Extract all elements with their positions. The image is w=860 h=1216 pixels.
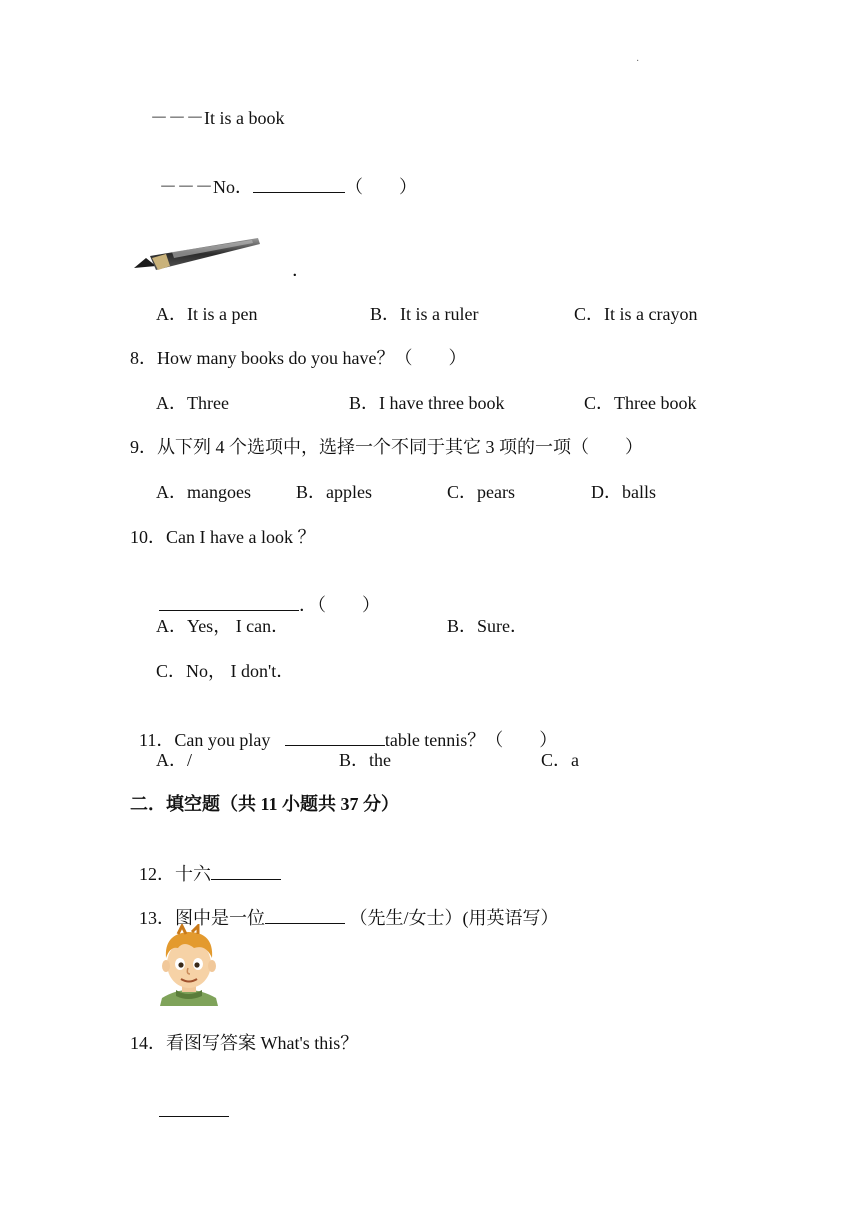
section2-heading: 二．填空题（共 11 小题共 37 分） [130,794,400,814]
q14-answer-line [150,1074,229,1123]
q8-option-a[interactable]: A．Three [156,393,229,413]
q11-option-a[interactable]: A．/ [156,750,192,770]
q8-option-b[interactable]: B．I have three book [349,393,505,413]
header-mark: · [636,56,640,67]
q13-stem-prefix: 13．图中是一位 [139,908,265,928]
q7-option-c[interactable]: C．It is a crayon [574,304,698,324]
q14-stem: 14．看图写答案 What's this？ [130,1033,359,1053]
q12-stem: 12．十六 [139,864,211,884]
q11-stem [130,703,557,752]
q9-option-b[interactable]: B．apples [296,482,372,502]
q11-stem-prefix: 11．Can you play [139,730,275,750]
q14-blank[interactable] [159,1098,229,1117]
q8-stem: 8．How many books do you have？（ ） [130,348,467,368]
q13-stem-suffix: （先生/女士）(用英语写） [345,908,559,928]
q7-line1: －－－It is a book [150,108,285,128]
q11-stem-suffix: table tennis？（ ） [384,730,558,750]
q10-answer-line [150,568,380,617]
q10-blank[interactable] [159,592,299,611]
q12-line [130,837,281,886]
q8-option-c[interactable]: C．Three book [584,393,697,413]
q10-option-b[interactable]: B．Sure． [447,616,528,636]
q12-blank[interactable] [211,861,281,880]
boy-face-icon [148,924,230,1006]
q10-option-c[interactable]: C．No， I don't． [156,661,295,681]
q11-blank[interactable] [285,727,385,746]
q13-blank[interactable] [265,905,345,924]
q7-blank[interactable] [253,174,345,193]
q10-stem: 10．Can I have a look ？ [130,527,316,547]
q7-option-a[interactable]: A．It is a pen [156,304,258,324]
q13-line [130,881,559,930]
q7-line2 [150,150,417,199]
q10-answer-suffix: ．（ ） [299,595,380,615]
q11-option-c[interactable]: C．a [541,750,579,770]
q11-option-b[interactable]: B．the [339,750,391,770]
q10-option-a[interactable]: A．Yes， I can． [156,616,290,636]
q9-option-c[interactable]: C．pears [447,482,515,502]
q7-line2-suffix: （ ） [345,177,417,197]
q7-option-b[interactable]: B．It is a ruler [370,304,479,324]
q9-option-a[interactable]: A．mangoes [156,482,251,502]
q7-line2-prefix: －－－No． [159,177,253,197]
fountain-pen-icon [132,236,264,276]
q9-option-d[interactable]: D．balls [591,482,656,502]
q9-stem: 9．从下列 4 个选项中，选择一个不同于其它 3 项的一项（ ） [130,437,643,457]
q7-picture-period: ． [292,260,310,280]
